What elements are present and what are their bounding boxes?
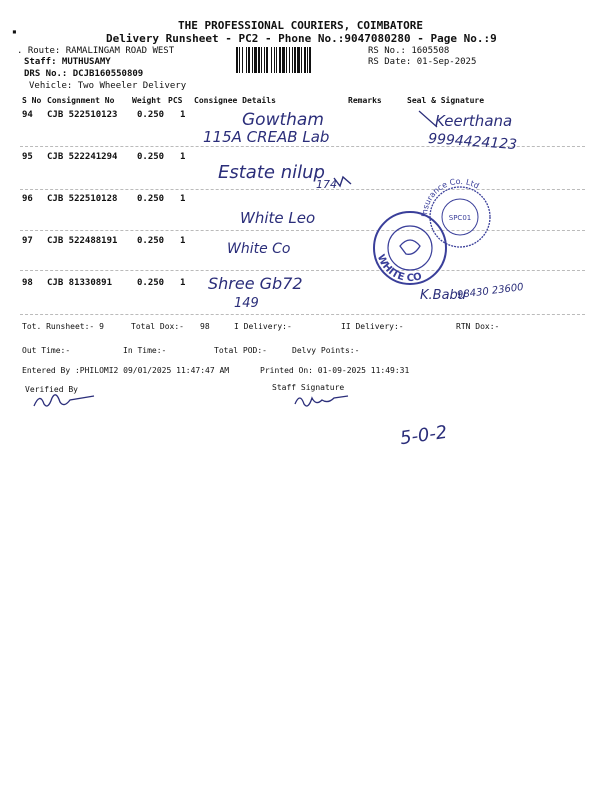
row-pcs: 1 [180,278,186,288]
total-runsheet: Tot. Runsheet:- 9 [22,322,104,331]
stamp-center-code: SPC01 [448,214,472,222]
col-pcs: PCS [168,96,183,105]
bottom-scrawl: 5-0-2 [398,421,449,450]
staff-signature [292,390,352,410]
handwriting-r94-address: 115A CREAB Lab [203,128,330,146]
row-weight: 0.250 [137,194,165,204]
row-consignment: CJB 522488191 [47,236,118,246]
row-divider [20,314,585,315]
col-weight: Weight [132,96,161,105]
col-sno: S No [22,96,42,105]
stamp-ring-text-2: Insurance Co. Ltd [419,176,481,218]
handwriting-r95-address: Estate nilup [218,162,325,183]
delvy-points: Delvy Points:- [292,346,360,355]
drs-number: DRS No.: DCJB160550809 [24,69,144,79]
row-pcs: 1 [180,152,186,162]
total-dox-value: 98 [200,322,210,331]
col-seal: Seal & Signature [407,96,485,105]
barcode [236,47,360,73]
rs-number: RS No.: 1605508 [368,46,450,56]
staff-label: Staff: MUTHUSAMY [24,57,111,67]
row-divider [20,270,585,271]
row-consignment: CJB 522510123 [47,110,118,120]
svg-text:WHITE CO [375,253,423,284]
checkmark-scribble [332,174,354,188]
handwriting-r94-phone: 9994424123 [427,130,518,154]
rs-date: RS Date: 01-Sep-2025 [368,57,477,67]
row-sno: 98 [22,278,33,288]
handwriting-r97-address: White Leo [240,209,316,227]
corner-mark: ▪ [12,27,17,36]
row-pcs: 1 [180,236,186,246]
row-weight: 0.250 [137,152,165,162]
col-consignment: Consignment No [47,96,115,105]
company-name: THE PROFESSIONAL COURIERS, COIMBATORE [178,19,424,32]
row-consignment: CJB 522510128 [47,194,118,204]
route-label: . Route: RAMALINGAM ROAD WEST [17,46,175,56]
staff-signature-label: Staff Signature [272,383,345,392]
runsheet-title: Delivery Runsheet - PC2 - Phone No.:9047080280 - Page No.:9 [106,32,497,45]
handwriting-r97-address2: White Co [227,241,291,257]
col-remarks: Remarks [348,96,382,105]
out-time: Out Time:- [22,346,71,355]
row-pcs: 1 [180,110,186,120]
row-sno: 97 [22,236,33,246]
row-sno: 94 [22,110,33,120]
row-consignment: CJB 81330891 [47,278,113,288]
handwriting-r98-phone: 98430 23600 [456,281,525,302]
entered-by: Entered By :PHILOMI2 09/01/2025 11:47:47 AM [22,366,230,375]
col-consignee: Consignee Details [194,96,276,105]
handwriting-r94-name: Gowtham [242,110,324,130]
handwriting-r98-number: 149 [234,296,259,311]
stamp-ring-text: WHITE CO [374,252,424,284]
row-sno: 96 [22,194,33,204]
handwriting-r95-number: 174 [316,178,337,191]
total-pod: Total POD:- [214,346,267,355]
rtn-dox: RTN Dox:- [456,322,500,331]
row-pcs: 1 [180,194,186,204]
vehicle-label: Vehicle: Two Wheeler Delivery [29,81,187,91]
verified-signature [30,388,100,412]
row-weight: 0.250 [137,278,165,288]
arrow-scribble [416,108,440,130]
row-consignment: CJB 522241294 [47,152,118,162]
company-stamp [368,206,452,290]
row-weight: 0.250 [137,236,165,246]
handwriting-r98-signature: K.Babu [420,288,467,303]
handwriting-r98-address: Shree Gb72 [208,274,303,293]
printed-on: Printed On: 01-09-2025 11:49:31 [260,366,410,375]
handwriting-r94-signature: Keerthana [435,112,513,130]
in-time: In Time:- [123,346,167,355]
row-weight: 0.250 [137,110,165,120]
i-delivery: I Delivery:- [234,322,292,331]
ii-delivery: II Delivery:- [341,322,404,331]
total-dox-label: Total Dox:- [131,322,184,331]
row-sno: 95 [22,152,33,162]
verified-by: Verified By [25,385,78,394]
